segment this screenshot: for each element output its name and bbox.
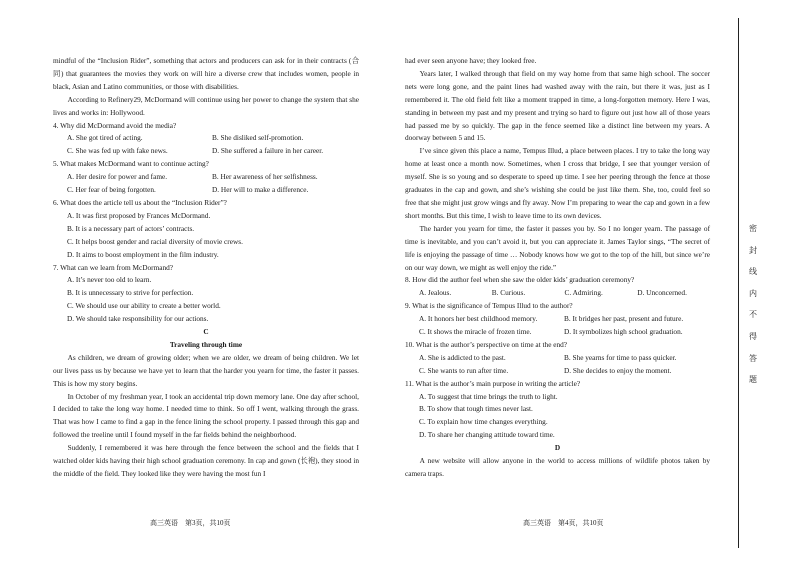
right-column	[405, 55, 710, 481]
option: C. She wants to run after time.	[419, 365, 509, 375]
options-row	[405, 326, 710, 339]
seal-char: 密	[749, 224, 757, 233]
option: B. It is a necessary part of actors’ contracts.	[67, 223, 195, 233]
options-row	[405, 287, 710, 300]
option: D. To share her changing attitude toward time.	[419, 430, 555, 440]
option: D. It aims to boost employment in the film industry.	[67, 249, 219, 259]
question-5: 5. What makes McDormand want to continue acting?	[53, 159, 209, 169]
options-row	[405, 352, 710, 365]
option: A. It was first proposed by Frances McDormand.	[67, 210, 211, 220]
paragraph: The harder you yearn for time, the faster it passes you by. So I no longer yearn. The passage of time is inevitable, and you can’t avoid it, but you can appreciate it. James Taylor sings, “The secret of life is enjoying the passage of time … Nobody knows how we got to the top of the hill, but since we’re on our way down, we might as well enjoy the ride.”	[405, 223, 710, 272]
options-row	[53, 145, 359, 158]
options-row	[53, 132, 359, 145]
question-9: 9. What is the significance of Tempus Illud to the author?	[405, 301, 573, 311]
binding-line	[738, 18, 739, 548]
option: A. Her desire for power and fame.	[67, 172, 168, 182]
option: B. It bridges her past, present and future.	[564, 314, 684, 324]
option: D. Unconcerned.	[637, 288, 687, 298]
paragraph: Years later, I walked through that field on my way home from that same high school. The soccer nets were long gone, and the paint lines had washed away with the rain, but there it was, just as I remembered it. The old field felt like a moment trapped in time, a long-forgotten memory. Here I was, standing in between my past and my present and trying so hard to figure out just how all of those years had passed me by so quickly. The gap in the fence seemed like a distinct line between my years. A doorway between 5 and 15.	[405, 68, 710, 143]
section-c-label: C	[203, 327, 209, 337]
option: A. Jealous.	[419, 288, 452, 298]
question-10: 10. What is the author’s perspective on time at the end?	[405, 339, 568, 349]
seal-char: 线	[749, 267, 757, 277]
option: C. It helps boost gender and racial diversity of movie crews.	[67, 236, 243, 246]
option: D. Her will to make a difference.	[212, 185, 309, 195]
option: C. To explain how time changes everything.	[419, 417, 548, 427]
paragraph: According to Refinery29, McDormand will continue using her power to change the system that she lives and works in: Hollywood.	[53, 94, 359, 117]
option: D. It symbolizes high school graduation.	[564, 327, 683, 337]
option: C. We should use our ability to create a better world.	[67, 301, 221, 311]
option: C. It shows the miracle of frozen time.	[419, 327, 532, 337]
option: B. She disliked self-promotion.	[212, 133, 304, 143]
paragraph: mindful of the “Inclusion Rider”, something that actors and producers can ask for in their contracts (合同) that guarantees the movies they work on will hire a diverse crew that includes women, people in black, Asian and Latino communities, or those with disabilities.	[53, 56, 359, 91]
option: C. She was fed up with fake news.	[67, 146, 168, 156]
option: D. She decides to enjoy the moment.	[564, 365, 672, 375]
option: A. To suggest that time brings the truth to light.	[419, 391, 558, 401]
option: B. She yearns for time to pass quicker.	[564, 352, 677, 362]
question-7: 7. What can we learn from McDormand?	[53, 262, 174, 272]
option: D. We should take responsibility for our actions.	[67, 314, 209, 324]
paragraph: Suddenly, I remembered it was here through the fence between the school and the fields that I watched older kids having their high school graduation ceremony. In cap and gown (长袍), they stood in the middle of the field. They looked like they were having the most fun I	[53, 443, 359, 478]
options-row	[405, 365, 710, 378]
paragraph: In October of my freshman year, I took an accidental trip down memory lane. One day after school, I decided to take the long way home. I needed time to think. So off I went, walking through the grass. That was how I came to find a gap in the fence lining the school property. I passed through this gap and followed the treeline until I found myself in the far fields behind the neighborhood.	[53, 391, 359, 440]
seal-char: 得	[749, 331, 757, 341]
options-row	[53, 184, 359, 197]
option: C. Her fear of being forgotten.	[67, 185, 156, 195]
page-footer-left: 高三英语 第3页，共10页	[150, 519, 231, 527]
option: B. Her awareness of her selfishness.	[212, 172, 318, 182]
passage-title: Traveling through time	[169, 339, 243, 349]
seal-char: 题	[749, 375, 757, 385]
seal-char: 封	[749, 245, 757, 255]
option: A. It’s never too old to learn.	[67, 275, 152, 285]
option: C. Admiring.	[564, 288, 603, 298]
option: B. Curious.	[491, 288, 526, 298]
seal-line-notice	[748, 218, 758, 391]
paragraph: had ever seen anyone have; they looked free.	[405, 56, 537, 65]
paragraph: I’ve since given this place a name, Tempus Illud, a place between places. I try to take the long way home at least once a month now. Sometimes, when I cross that bridge, I see that younger version of myself. She is so young and so desperate to speed up time. I see her peering through the fence at those graduates in the cap and gown, and she’s wishing she could be just like them. She, too, could feel so free that she might just grow wings and fly away. Now I’m preparing to wear the cap and gown in a few short months. But this time, I wish to leave time to its own devices.	[405, 146, 710, 220]
option: D. She suffered a failure in her career.	[212, 146, 324, 156]
seal-char: 内	[749, 288, 757, 298]
option: B. To show that tough times never last.	[419, 404, 533, 414]
paragraph: A new website will allow anyone in the world to access millions of wildlife photos taken by camera traps.	[405, 456, 710, 478]
option: A. She is addicted to the past.	[419, 352, 506, 362]
section-d-label: D	[554, 443, 561, 453]
option: A. She got tired of acting.	[67, 133, 143, 143]
question-4: 4. Why did McDormand avoid the media?	[53, 120, 177, 130]
question-6: 6. What does the article tell us about the “Inclusion Rider”?	[53, 197, 227, 207]
option: B. It is unnecessary to strive for perfection.	[67, 288, 194, 298]
left-column	[53, 55, 359, 481]
paragraph: As children, we dream of growing older; when we are older, we dream of being children. We let our lives pass us by because we have yet to learn that the harder you yearn for time, the faster it passes. This is how my story begins.	[53, 352, 359, 388]
seal-char: 答	[749, 353, 757, 363]
option: A. It honors her best childhood memory.	[419, 314, 538, 324]
options-row	[405, 313, 710, 326]
seal-char: 不	[749, 310, 757, 320]
question-8: 8. How did the author feel when she saw the older kids’ graduation ceremony?	[405, 275, 635, 285]
question-11: 11. What is the author’s main purpose in writing the article?	[405, 378, 581, 388]
options-row	[53, 171, 359, 184]
page-footer-right: 高三英语 第4页，共10页	[523, 519, 604, 527]
